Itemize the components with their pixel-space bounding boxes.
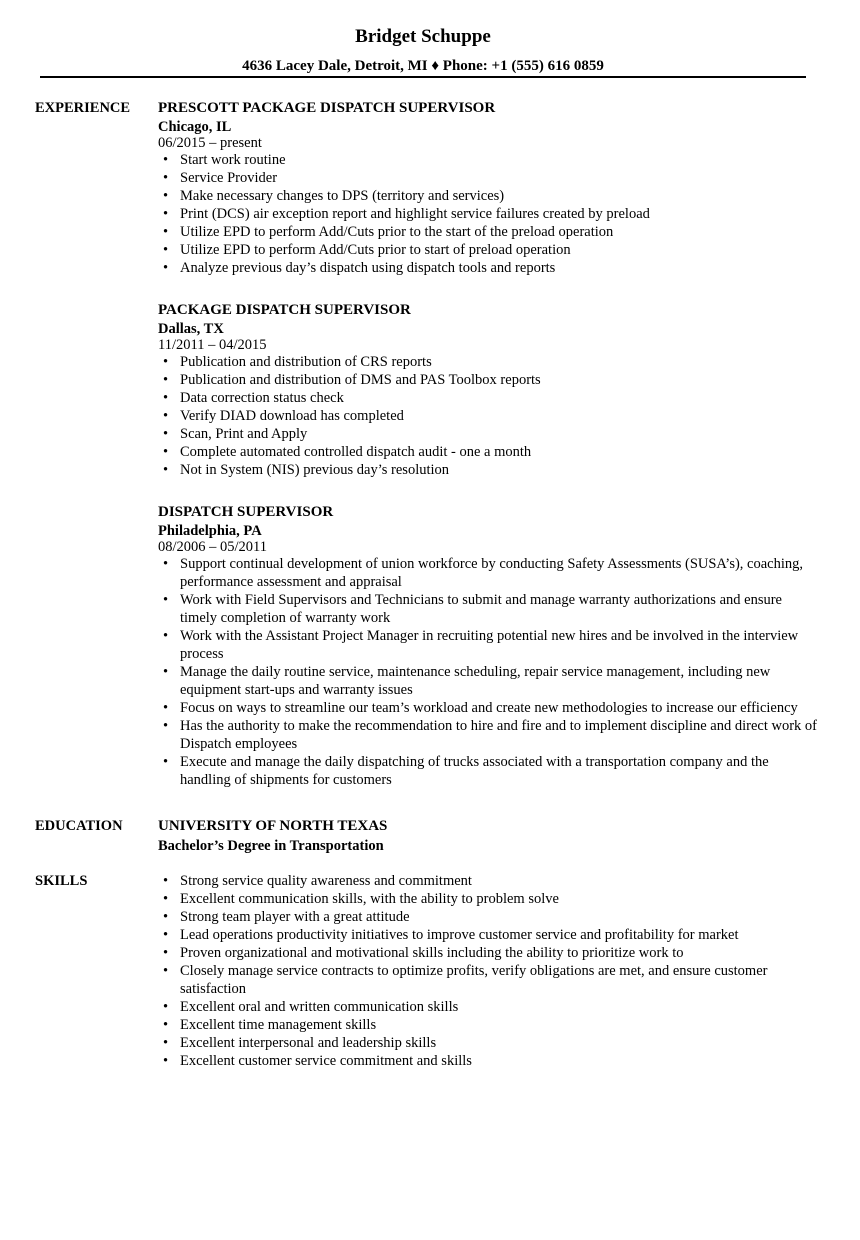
list-item: • Proven organizational and motivational skills including the ability to prioritize work to xyxy=(158,944,818,962)
list-item: • Strong team player with a great attitude xyxy=(158,908,818,926)
job-location: Philadelphia, PA xyxy=(158,523,262,539)
list-item: • Work with the Assistant Project Manager in recruiting potential new hires and be involved in the interview process xyxy=(158,627,818,663)
list-item: • Support continual development of union workforce by conducting Safety Assessments (SUSA’s), coaching, performance assessment and appraisal xyxy=(158,555,818,591)
section-label-skills: SKILLS xyxy=(35,873,88,889)
section-label-education: EDUCATION xyxy=(35,818,123,834)
list-item: • Service Provider xyxy=(158,169,818,187)
list-item: • Excellent interpersonal and leadership skills xyxy=(158,1034,818,1052)
job-title: PACKAGE DISPATCH SUPERVISOR xyxy=(158,302,411,318)
education-body xyxy=(158,817,818,855)
list-item: • Verify DIAD download has completed xyxy=(158,407,818,425)
job-entry xyxy=(158,99,818,277)
list-item: • Excellent time management skills xyxy=(158,1016,818,1034)
job-entry xyxy=(158,503,818,789)
section-label-experience: EXPERIENCE xyxy=(35,100,131,116)
job-location: Chicago, IL xyxy=(158,119,232,135)
list-item: • Focus on ways to streamline our team’s workload and create new methodologies to increase our efficiency xyxy=(158,699,818,717)
list-item: • Publication and distribution of CRS reports xyxy=(158,353,818,371)
list-item: • Excellent communication skills, with the ability to problem solve xyxy=(158,890,818,908)
list-item: • Print (DCS) air exception report and highlight service failures created by preload xyxy=(158,205,818,223)
job-location: Dallas, TX xyxy=(158,321,224,337)
job-dates: 06/2015 – present xyxy=(158,135,262,151)
experience-body xyxy=(158,99,818,813)
candidate-name: Bridget Schuppe xyxy=(355,26,491,47)
list-item: • Start work routine xyxy=(158,151,818,169)
list-item: • Excellent oral and written communication skills xyxy=(158,998,818,1016)
list-item: • Strong service quality awareness and commitment xyxy=(158,872,818,890)
list-item: • Scan, Print and Apply xyxy=(158,425,818,443)
list-item: • Data correction status check xyxy=(158,389,818,407)
school-name: UNIVERSITY OF NORTH TEXAS xyxy=(158,818,388,834)
list-item: • Not in System (NIS) previous day’s resolution xyxy=(158,461,818,479)
list-item: • Closely manage service contracts to optimize profits, verify obligations are met, and ensure customer satisfaction xyxy=(158,962,818,998)
job-title: PRESCOTT PACKAGE DISPATCH SUPERVISOR xyxy=(158,100,496,116)
list-item: • Utilize EPD to perform Add/Cuts prior to start of preload operation xyxy=(158,241,818,259)
list-item: • Execute and manage the daily dispatching of trucks associated with a transportation company and the handling of shipments for customers xyxy=(158,753,818,789)
list-item: • Manage the daily routine service, maintenance scheduling, repair service management, including new equipment start-ups and warranty issues xyxy=(158,663,818,699)
list-item: • Complete automated controlled dispatch audit - one a month xyxy=(158,443,818,461)
list-item: • Has the authority to make the recommendation to hire and fire and to implement discipline and direct work of Dispatch employees xyxy=(158,717,818,753)
job-dates: 11/2011 – 04/2015 xyxy=(158,337,267,353)
job-duties-list xyxy=(158,555,818,789)
list-item: • Analyze previous day’s dispatch using dispatch tools and reports xyxy=(158,259,818,277)
list-item: • Lead operations productivity initiatives to improve customer service and profitability for market xyxy=(158,926,818,944)
job-duties-list xyxy=(158,151,818,277)
list-item: • Work with Field Supervisors and Technicians to submit and manage warranty authorizations and ensure timely completion of warranty work xyxy=(158,591,818,627)
degree: Bachelor’s Degree in Transportation xyxy=(158,838,384,854)
job-entry xyxy=(158,301,818,479)
contact-line: 4636 Lacey Dale, Detroit, MI ♦ Phone: +1 (555) 616 0859 xyxy=(242,58,604,74)
resume-header xyxy=(0,24,846,76)
skills-body xyxy=(158,872,818,1070)
list-item: • Excellent customer service commitment and skills xyxy=(158,1052,818,1070)
list-item: • Publication and distribution of DMS and PAS Toolbox reports xyxy=(158,371,818,389)
header-divider xyxy=(40,76,806,78)
job-title: DISPATCH SUPERVISOR xyxy=(158,504,334,520)
list-item: • Make necessary changes to DPS (territory and services) xyxy=(158,187,818,205)
job-duties-list xyxy=(158,353,818,479)
list-item: • Utilize EPD to perform Add/Cuts prior to the start of the preload operation xyxy=(158,223,818,241)
job-dates: 08/2006 – 05/2011 xyxy=(158,539,268,555)
skills-list xyxy=(158,872,818,1070)
